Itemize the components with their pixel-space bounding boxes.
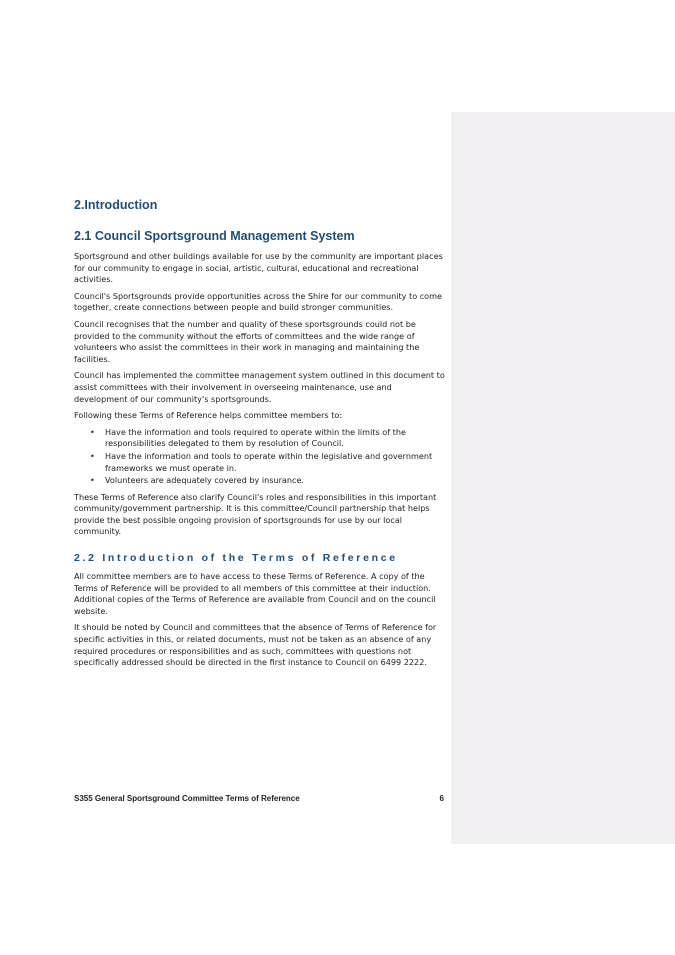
list-item: [90, 450, 446, 474]
section-2-1-heading: 2.1 Council Sportsground Management System: [74, 229, 355, 243]
section-2-2-heading: 2.2 Introduction of the Terms of Reference: [74, 552, 398, 565]
list-item-text: Have the information and tools to operate within the legislative and government frameworks we must operate in.: [105, 450, 433, 473]
intro-heading: 2.Introduction: [74, 198, 158, 212]
list-item-text: Volunteers are adequately covered by insurance.: [105, 475, 305, 486]
list-item: [90, 475, 446, 487]
section-2-1-paragraph: Sportsground and other buildings available for use by the community are important places for our community to engage in social, artistic, cultural, educational and recreational activities.: [74, 251, 443, 285]
section-2-1-paragraph: Council's Sportsgrounds provide opportunities across the Shire for our community to come together, create connections between people and build stronger communities.: [74, 290, 442, 313]
section-2-2-paragraph: It should be noted by Council and committees that the absence of Terms of Reference for specific activities in this, or related documents, must not be taken as an absence of any required procedures or responsibilities and as such, committees with questions not specifically addressed should be directed in the first instance to Council on 6499 2222.: [74, 622, 437, 668]
bullet-icon: •: [90, 426, 95, 437]
comment-margin-pane: [451, 112, 675, 844]
bullet-icon: •: [90, 475, 95, 486]
document-body: [74, 196, 446, 674]
list-item: [90, 426, 446, 450]
section-2-1-paragraph: Following these Terms of Reference helps committee members to:: [74, 410, 343, 421]
section-2-1-paragraph: Council recognises that the number and quality of these sportsgrounds could not be provided to the community without the efforts of committees and the wide range of volunteers who assist the committees in their work in managing and maintaining the facilities.: [74, 318, 420, 364]
section-2-2-paragraph: All committee members are to have access to these Terms of Reference. A copy of the Terms of Reference will be provided to all members of this committee at their induction. Additional copies of the Terms of Reference are available from Council and on the council website.: [74, 571, 436, 616]
section-2-1-closing: These Terms of Reference also clarify Council's roles and responsibilities in this important community/government partnership. It is this committee/Council partnership that helps provide the best possible ongoing provision of sportsgrounds for use by our local community.: [74, 491, 437, 537]
page-number: 6: [439, 794, 444, 803]
section-2-1-paragraph: Council has implemented the committee management system outlined in this document to assist committees with their involvement in overseeing maintenance, use and development of our community's sportsgrounds.: [74, 370, 445, 404]
list-item-text: Have the information and tools required to operate within the limits of the responsibilities delegated to them by resolution of Council.: [105, 426, 406, 449]
benefits-list: [74, 427, 446, 487]
footer-title: S355 General Sportsground Committee Terms of Reference: [74, 794, 300, 803]
bullet-icon: •: [90, 450, 95, 461]
page-footer: [74, 794, 446, 803]
